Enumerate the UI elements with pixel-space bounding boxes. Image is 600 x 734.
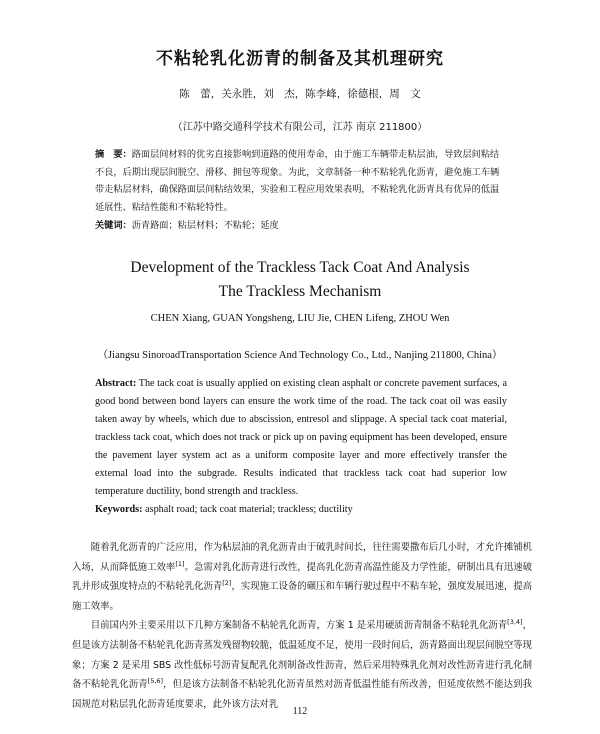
citation-2: [2] bbox=[222, 579, 232, 588]
body-text bbox=[72, 538, 532, 714]
body-paragraph-2 bbox=[72, 616, 532, 714]
english-keywords-text: asphalt road; tack coat material; trackless; ductility bbox=[145, 504, 353, 515]
english-abstract-text: The tack coat is usually applied on existing clean asphalt or concrete pavement surfaces, a good bond between bond layers can ensure the work time of the road. The tack coat oil was easily taken away by wheels, which due to abscission, entresol and slippage. A special tack coat material, trackless tack coat, which does not track or pick up on paving equipment has been developed, ensure the pavement layer system act as a uniform composite layer and more effectively transfer the external load into the subgrade. Results indicated that trackless tack coat had superior low temperature ductility, bond strength and trackless. bbox=[95, 378, 507, 497]
body-p2-part-a: 目前国内外主要采用以下几种方案制备不粘轮乳化沥青，方案 1 是采用硬质沥青制备不粘轮乳化沥青 bbox=[90, 620, 508, 632]
chinese-abstract-text: 路面层间材料的优劣直接影响到道路的使用寿命，由于施工车辆带走粘层油，导致层间粘结不良，后期出现层间脱空、滑移、拥包等现象。为此，文章制备一种不粘轮乳化沥青，避免施工车辆带走粘层材料，确保路面层间粘结效果，实验和工程应用效果表明，不粘轮乳化沥青具有优异的低温延展性、粘结性能和不粘轮特性。 bbox=[95, 149, 500, 213]
english-abstract bbox=[95, 375, 507, 501]
english-keywords bbox=[95, 501, 507, 519]
english-authors: CHEN Xiang, GUAN Yongsheng, LIU Jie, CHEN Lifeng, ZHOU Wen bbox=[150, 313, 450, 324]
page-number: 112 bbox=[292, 706, 308, 717]
body-p2-part-b: ，但是该方法制备不粘轮乳化沥青蒸发残留物较脆，低温延度不足，使用一段时间后，沥青路面出现层间脱空等现象；方案 2 是采用 SBS 改性低标号沥青复配乳化剂制备改性沥青，然后采用特殊乳化剂对改性沥青进行乳化制备不粘轮乳化沥青 bbox=[72, 620, 532, 691]
chinese-keywords bbox=[95, 217, 505, 234]
citation-5-6: [5,6] bbox=[147, 677, 164, 686]
body-p2-part-c: ，但是该方法制备不粘轮乳化沥青虽然对沥青低温性能有所改善，但延度依然不能达到我国规范对粘层乳化沥青延度要求，此外该方法对乳 bbox=[72, 679, 532, 710]
body-p1-part-b: 。急需对乳化沥青进行改性，提高乳化沥青高温性能及力学性能，研制出具有迅速破乳并形成强度特点的不粘轮乳化沥青 bbox=[72, 561, 532, 593]
citation-3-4: [3,4] bbox=[507, 618, 523, 627]
english-keywords-label: Keywords: bbox=[95, 504, 143, 515]
english-title bbox=[0, 256, 600, 304]
body-p1-part-c: ，实现施工设备的碾压和车辆行驶过程中不粘车轮，强度发展迅速，提高施工效率。 bbox=[72, 581, 532, 612]
chinese-authors: 陈 蕾，关永胜，刘 杰，陈李峰，徐德根，周 文 bbox=[179, 88, 421, 100]
body-p1-part-a: 随着乳化沥青的广泛应用，作为粘层油的乳化沥青由于破乳时间长，往往需要撒布后几小时，才允许摊铺机入场，从而降低施工效率 bbox=[72, 542, 532, 573]
chinese-abstract-label: 摘 要： bbox=[95, 149, 132, 160]
chinese-keywords-text: 沥青路面；粘层材料；不粘轮；延度 bbox=[131, 220, 279, 231]
chinese-title: 不粘轮乳化沥青的制备及其机理研究 bbox=[156, 49, 444, 69]
english-affiliation: （Jiangsu SinoroadTransportation Science And Technology Co., Ltd., Nanjing 211800, China） bbox=[97, 350, 503, 361]
english-abstract-label: Abstract: bbox=[95, 378, 137, 389]
english-title-line2: The Trackless Mechanism bbox=[218, 283, 382, 300]
chinese-keywords-label: 关键词： bbox=[95, 220, 132, 231]
chinese-abstract bbox=[95, 146, 505, 216]
body-paragraph-1 bbox=[72, 538, 532, 616]
english-title-line1: Development of the Trackless Tack Coat And Analysis bbox=[130, 259, 470, 276]
chinese-affiliation: （江苏中路交通科学技术有限公司，江苏 南京 211800） bbox=[172, 122, 428, 133]
citation-1: [1] bbox=[175, 559, 185, 568]
